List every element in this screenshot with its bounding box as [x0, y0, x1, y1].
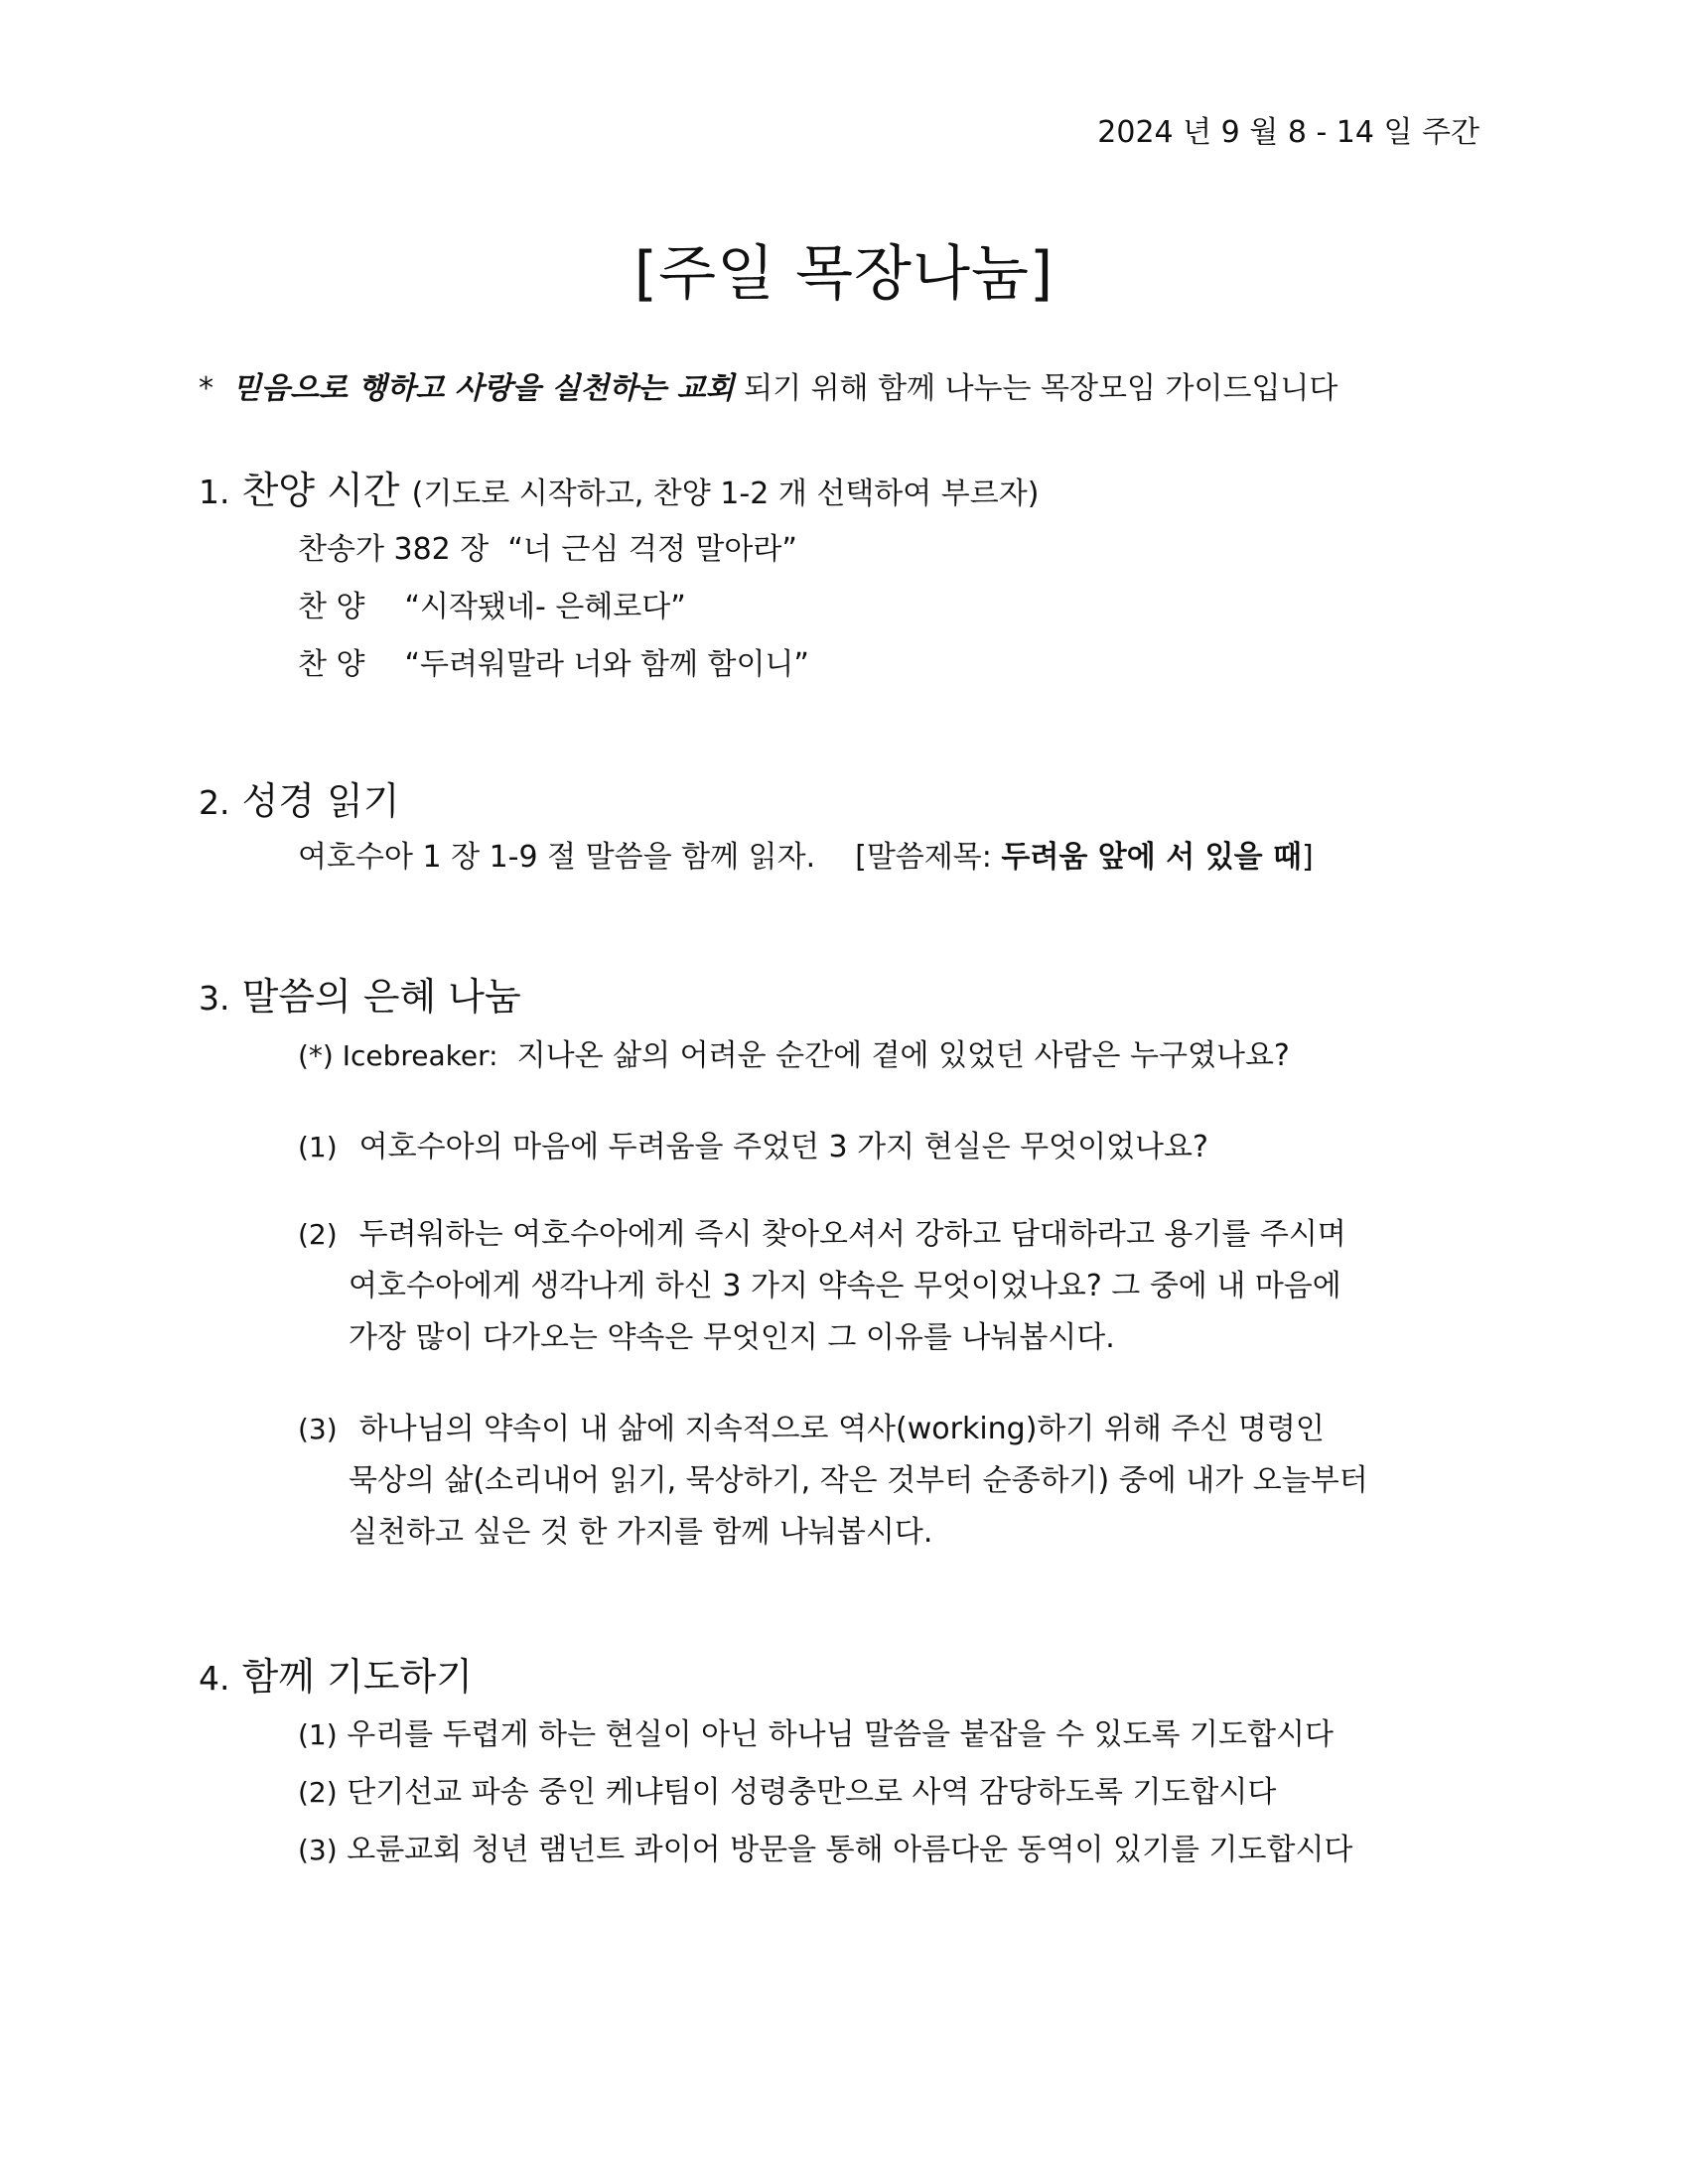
question-1	[298, 1122, 1208, 1165]
prayer-item	[298, 1767, 1276, 1811]
song-item	[298, 582, 686, 625]
prayer-marker: (2)	[298, 1776, 338, 1809]
date-range: 2024 년 9 월 8 - 14 일 주간	[1097, 115, 1479, 150]
section-3-number: 3.	[199, 979, 230, 1018]
page-title: [주일 목장나눔]	[633, 239, 1055, 309]
section-4-heading	[199, 1646, 473, 1701]
section-2-title: 성경 읽기	[241, 779, 400, 823]
section-1-title: 찬양 시간	[241, 469, 400, 512]
song-label: 찬송가 382 장	[298, 532, 490, 567]
intro-line	[199, 363, 1337, 407]
song-title: “두려워말라 너와 함께 함이니”	[404, 647, 809, 682]
song-item	[298, 639, 809, 683]
prayer-marker: (3)	[298, 1834, 338, 1866]
intro-rest: 되기 위해 함께 나누는 목장모임 가이드입니다	[734, 371, 1338, 406]
intro-emphasis: 믿음으로 행하고 사랑을 실천하는 교회	[232, 371, 735, 406]
section-1-subtitle: (기도로 시작하고, 찬양 1-2 개 선택하여 부르자)	[411, 477, 1040, 511]
section-1-number: 1.	[199, 473, 230, 511]
prayer-item	[298, 1825, 1352, 1868]
section-4-title: 함께 기도하기	[241, 1655, 473, 1699]
section-4-number: 4.	[199, 1659, 230, 1698]
question-marker: (2)	[298, 1218, 338, 1251]
section-1-heading	[199, 460, 1039, 514]
icebreaker-text: 지나온 삶의 어려운 순간에 곁에 있었던 사람은 누구였나요?	[516, 1038, 1290, 1073]
intro-bullet: *	[199, 371, 213, 406]
icebreaker-label: (*) Icebreaker:	[298, 1039, 498, 1072]
song-title: “너 근심 걱정 말아라”	[507, 532, 797, 567]
section-3-heading	[199, 966, 521, 1021]
question-2-line-3: 가장 많이 다가오는 약속은 무엇인지 그 이유를 나눠봅시다.	[349, 1320, 1115, 1355]
prayer-text: 우리를 두렵게 하는 현실이 아닌 하나님 말씀을 붙잡을 수 있도록 기도합시다	[347, 1717, 1334, 1752]
question-marker: (1)	[298, 1131, 338, 1163]
question-marker: (3)	[298, 1413, 338, 1445]
question-3-line-3: 실천하고 싶은 것 한 가지를 함께 나눠봅시다.	[349, 1515, 933, 1550]
question-3	[298, 1404, 1325, 1447]
question-2	[298, 1209, 1346, 1253]
question-text: 두려워하는 여호수아에게 즉시 찾아오셔서 강하고 담대하라고 용기를 주시며	[358, 1217, 1346, 1252]
section-2-heading	[199, 770, 400, 825]
reading-text: 여호수아 1 장 1-9 절 말씀을 함께 읽자.	[298, 840, 816, 875]
section-3-title: 말씀의 은혜 나눔	[241, 975, 521, 1019]
prayer-text: 단기선교 파송 중인 케냐팀이 성령충만으로 사역 감당하도록 기도합시다	[347, 1775, 1277, 1810]
prayer-text: 오륜교회 청년 램넌트 콰이어 방문을 통해 아름다운 동역이 있기를 기도합시다	[347, 1833, 1353, 1867]
icebreaker-line	[298, 1030, 1290, 1074]
song-label: 찬 양	[298, 647, 365, 682]
question-text: 여호수아의 마음에 두려움을 주었던 3 가지 현실은 무엇이었나요?	[358, 1130, 1208, 1164]
song-item	[298, 524, 797, 568]
sermon-title: 두려움 앞에 서 있을 때	[1001, 840, 1303, 875]
prayer-marker: (1)	[298, 1718, 338, 1751]
sermon-suffix: ]	[1302, 840, 1314, 875]
prayer-item	[298, 1709, 1334, 1753]
bible-reading	[298, 832, 1314, 876]
sermon-prefix: [말씀제목:	[855, 840, 1002, 875]
question-2-line-2: 여호수아에게 생각나게 하신 3 가지 약속은 무엇이었나요? 그 중에 내 마음에	[349, 1269, 1341, 1303]
song-label: 찬 양	[298, 590, 365, 624]
question-text: 하나님의 약속이 내 삶에 지속적으로 역사(working)하기 위해 주신 명령인	[358, 1412, 1325, 1446]
song-title: “시작됐네- 은혜로다”	[404, 590, 686, 624]
section-2-number: 2.	[199, 783, 230, 822]
question-3-line-2: 묵상의 삶(소리내어 읽기, 묵상하기, 작은 것부터 순종하기) 중에 내가 오늘부터	[349, 1463, 1368, 1498]
